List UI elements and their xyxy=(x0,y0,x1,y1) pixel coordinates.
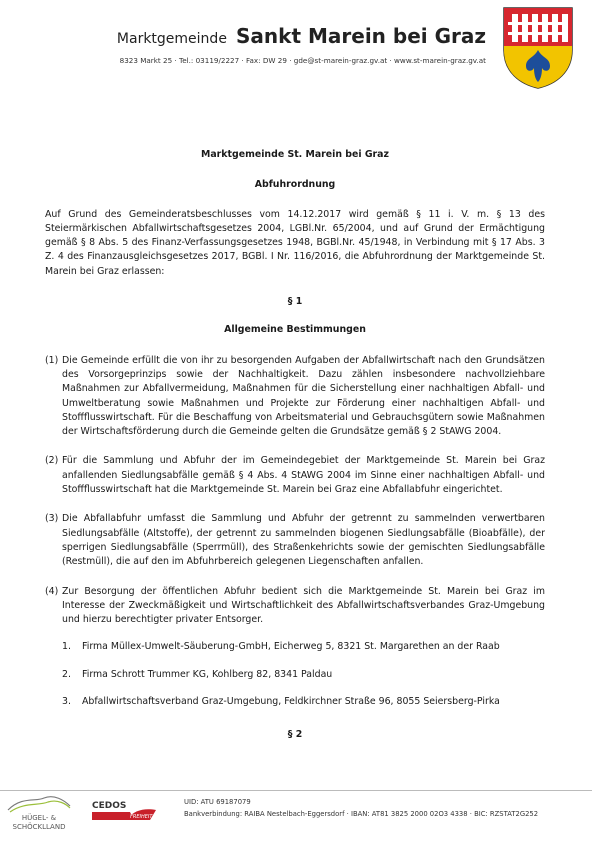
section-1-number: § 1 xyxy=(287,296,303,308)
document-body xyxy=(45,148,545,743)
cedos-logo-name: CEDOS xyxy=(92,801,127,811)
intro-paragraph: Auf Grund des Gemeinderatsbeschlusses vom 14.12.2017 wird gemäß § 11 i. V. m. § 13 des Steiermärkischen Abfallwirtschaftsgesetzes 2004, LGBl.Nr. 65/2004, und auf Grund der Ermächtigung gemäß § 8 Abs. 5 des Finanz-Verfassungsgesetzes 1948, BGBl.Nr. 45/1948, in Verbindung mit § 17 Abs. 3 Z. 4 des Finanzausgleichsgesetzes 2017, BGBl. I Nr. 116/2016, die Abfuhrordnung der Marktgemeinde St. Marein bei Graz erlassen: xyxy=(45,208,545,277)
cedos-logo-icon xyxy=(90,798,158,826)
section-1-title: Allgemeine Bestimmungen xyxy=(224,324,366,336)
paragraph-number: (3) xyxy=(45,513,59,525)
document-title: Marktgemeinde St. Marein bei Graz xyxy=(201,149,389,160)
paragraph-text: Die Abfallabfuhr umfasst die Sammlung und Abfuhr der getrennt zu sammelnden verwertbaren Siedlungsabfälle (Altstoffe), der getrennt zu sammelnden biogenen Siedlungsabfälle (Bioabfälle), der sperrigen Siedlungsabfälle (Sperrmüll), des Straßenkehrichts sowie der gemischten Siedlungsabfälle (Restmüll), die auf den im Abfuhrbereich gelegenen Liegenschaften anfallen. xyxy=(62,513,545,568)
coat-of-arms-icon xyxy=(502,6,574,90)
municipality-name: Sankt Marein bei Graz xyxy=(236,24,486,48)
footer-bank-details: Bankverbindung: RAIBA Nestelbach-Eggersdorf · IBAN: AT81 3825 2000 02O3 4338 · BIC: RZSTAT2G252 xyxy=(184,810,539,818)
cedos-logo-tag: FREIHEIT xyxy=(130,814,153,820)
logo-text-line-2: SCHÖCKLLAND xyxy=(12,823,66,831)
paragraph-number: (1) xyxy=(45,354,59,366)
municipality-title xyxy=(117,24,486,48)
paragraph-2 xyxy=(45,454,545,497)
document-subtitle: Abfuhrordnung xyxy=(254,179,336,191)
section-2-number: § 2 xyxy=(287,729,303,741)
paragraph-text: Die Gemeinde erfüllt die von ihr zu besorgenden Aufgaben der Abfallwirtschaft nach den Grundsätzen des Vorsorgeprinzips sowie der Nachhaltigkeit. Dazu zählen insbesondere nachvollziehbare Maßnahmen zur Abfallvermeidung, Maßnahmen für die Sicherstellung einer nachhaltigen Abfall- und Umweltberatung sowie Maßnahmen und Projekte zur Förderung einer nachhaltigen Abfall- und Stoffflusswirtschaft. Für die Beschaffung von Arbeitsmaterial und Gebrauchsgütern sowie Maßnahmen der Wirtschaftsförderung durch die Gemeinde gelten die Grundsätze gemäß § 2 StAWG 2004. xyxy=(62,354,545,438)
paragraph-number: (4) xyxy=(45,585,59,597)
list-item-text: Abfallwirtschaftsverband Graz-Umgebung, Feldkirchner Straße 96, 8055 Seiersberg-Pirka xyxy=(82,696,500,708)
paragraph-text: Zur Besorgung der öffentlichen Abfuhr bedient sich die Marktgemeinde St. Marein bei Graz im Interesse der Zweckmäßigkeit und Wirtschaftlichkeit des Abfallwirtschaftsverbandes Graz-Umgebung und hierzu berechtigter privater Entsorger. xyxy=(62,585,545,626)
list-item-text: Firma Schrott Trummer KG, Kohlberg 82, 8341 Paldau xyxy=(82,668,333,680)
paragraph-4 xyxy=(45,585,545,628)
paragraph-number: (2) xyxy=(45,455,59,467)
list-item xyxy=(45,695,545,709)
footer-uid: UID: ATU 69187079 xyxy=(184,798,251,806)
paragraph-1 xyxy=(45,354,545,440)
firm-list xyxy=(45,640,545,709)
municipality-prefix: Marktgemeinde xyxy=(116,31,227,47)
list-item-number: 1. xyxy=(62,641,71,653)
list-item xyxy=(45,668,545,682)
list-item-number: 2. xyxy=(62,668,71,680)
logo-text-line-1: HÜGEL- & xyxy=(21,814,57,822)
footer-divider xyxy=(0,790,592,791)
contact-line: 8323 Markt 25 · Tel.: 03119/2227 · Fax: DW 29 · gde@st-marein-graz.gv.at · www.st-marein-graz.gv.at xyxy=(119,56,486,65)
list-item xyxy=(45,640,545,654)
paragraph-3 xyxy=(45,512,545,569)
letterhead xyxy=(0,0,592,90)
list-item-number: 3. xyxy=(62,696,71,708)
list-item-text: Firma Müllex-Umwelt-Säuberung-GmbH, Eicherweg 5, 8321 St. Margarethen an der Raab xyxy=(82,641,500,653)
paragraph-text: Für die Sammlung und Abfuhr der im Gemeindegebiet der Marktgemeinde St. Marein bei Graz anfallenden Siedlungsabfälle gemäß § 4 Abs. 4 StAWG 2004 im Sinne einer nachhaltigen Abfall- und Stoffflusswirtschaft hat die Marktgemeinde St. Marein bei Graz eine Abfallabfuhr eingerichtet. xyxy=(62,455,545,496)
footer xyxy=(0,790,592,846)
huegel-schoecklland-logo-icon xyxy=(4,792,74,832)
